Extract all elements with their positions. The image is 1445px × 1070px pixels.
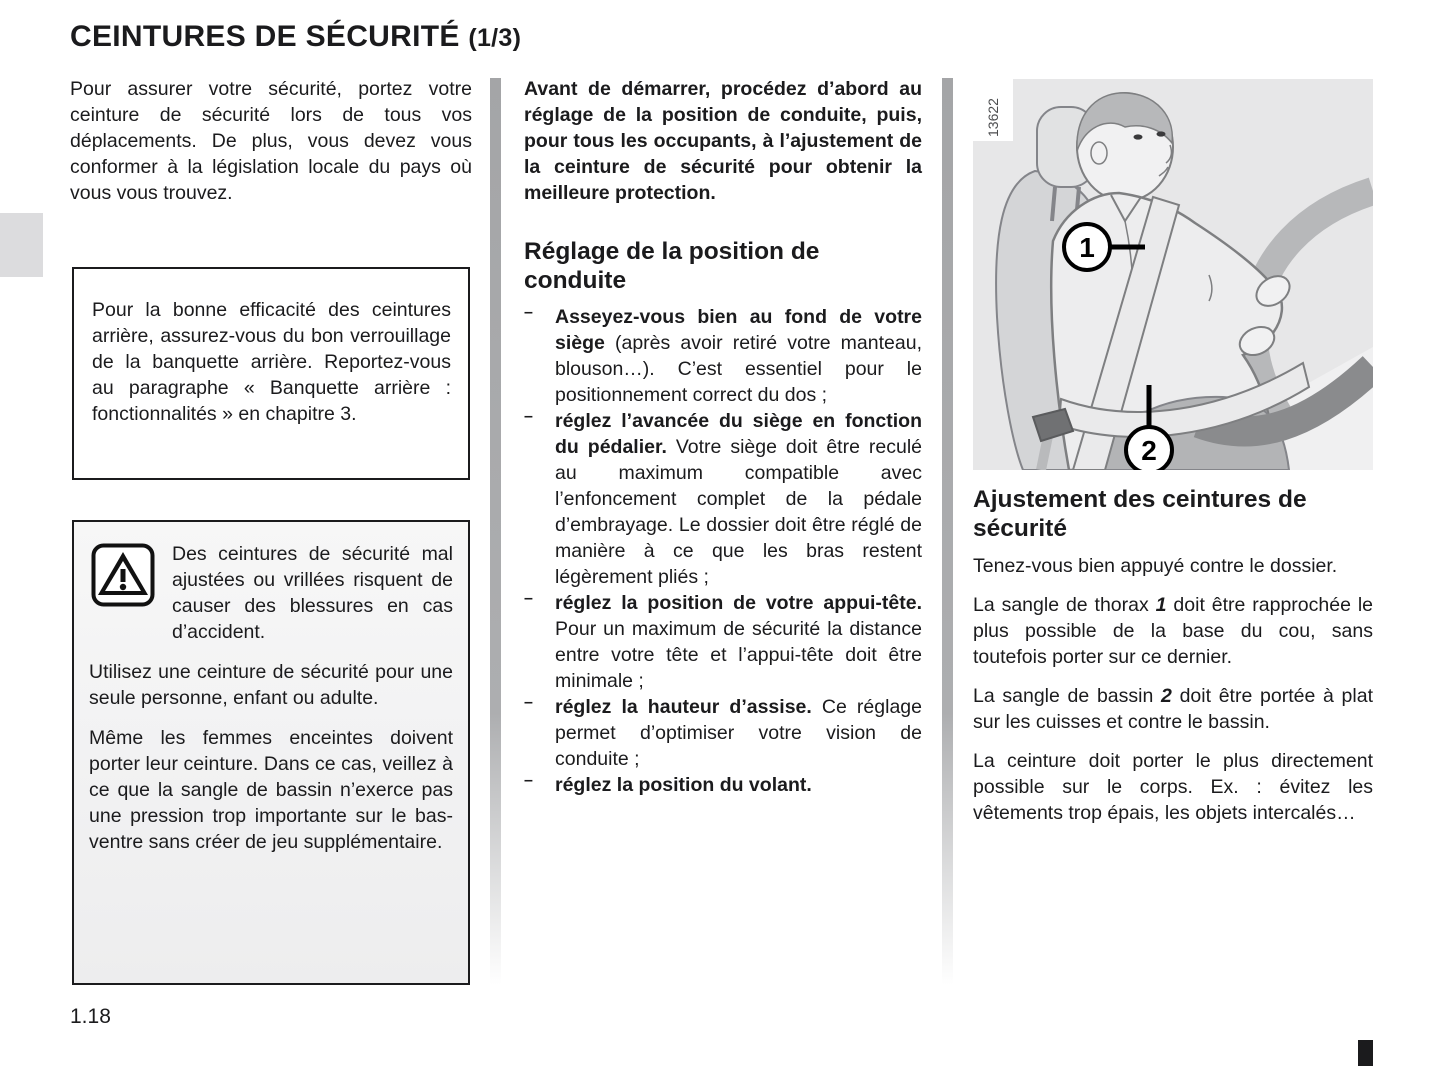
- right-paragraph-4: La ceinture doit porter le plus directement possible sur le corps. Ex. : évitez les vêtements trop épais, les objets intercalés…: [973, 750, 1373, 824]
- list-dash: –: [524, 772, 533, 789]
- list-item: [524, 772, 922, 798]
- list-item: [524, 590, 922, 694]
- list-dash: –: [524, 590, 533, 607]
- right-paragraph-2-text: doit être rapprochée le plus possible de la base du cou, sans toutefois porter sur ce dernier.: [973, 594, 1373, 668]
- list-dash: –: [524, 408, 533, 425]
- seatbelt-illustration: [973, 79, 1373, 470]
- column-divider-left: [490, 78, 501, 985]
- list-dash: –: [524, 304, 533, 321]
- list-item-lead: réglez l’avancée du siège en fonction du pédalier.: [555, 410, 922, 458]
- list-item-text: Ce réglage permet d’optimiser votre vision de conduite ;: [555, 696, 922, 770]
- figure-code: 13622: [985, 98, 1001, 137]
- right-column: [973, 79, 1373, 839]
- list-item-text: Pour un maximum de sécurité la distance entre votre tête et l’appui-tête doit être minimale ;: [555, 618, 922, 692]
- chapter-tab-marker: [0, 213, 43, 277]
- list-dash: –: [524, 694, 533, 711]
- list-item-lead: réglez la position de votre appui-tête.: [555, 592, 922, 614]
- callout-ref-2: 2: [1161, 685, 1172, 707]
- list-item: [524, 304, 922, 408]
- page-title-main: CEINTURES DE SÉCURITÉ: [70, 20, 460, 53]
- list-item: [524, 694, 922, 772]
- list-item-lead: Asseyez-vous bien au fond de votre siège: [555, 306, 922, 354]
- figure-callout-1-label: 1: [1079, 232, 1095, 263]
- note-box-text: Pour la bonne efficacité des ceintures arrière, assurez-vous du bon verrouillage de la banquette arrière. Reportez-vous au paragraphe « Banquette arrière : fonctionnalités » en chapitre 3.: [92, 299, 451, 425]
- middle-column: [524, 76, 922, 798]
- middle-intro-paragraph: Avant de démarrer, procédez d’abord au réglage de la position de conduite, puis, pour tous les occupants, à l’ajustement de la ceinture de sécurité pour obtenir la meilleure protection.: [524, 78, 922, 204]
- right-paragraph-1: Tenez-vous bien appuyé contre le dossier.: [973, 555, 1338, 577]
- warning-paragraph-2: Utilisez une ceinture de sécurité pour une seule personne, enfant ou adulte.: [89, 661, 453, 709]
- right-paragraph-3-text: La sangle de bassin: [973, 685, 1162, 707]
- list-item: [524, 408, 922, 590]
- warning-box: [72, 520, 470, 985]
- list-item-text: Votre siège doit être reculé au maximum compatible avec l’enfoncement complet de la pédale d’embrayage. Le dossier doit être réglé de manière à ce que les bras restent légèrement pliés ;: [555, 436, 922, 588]
- right-paragraph-3-text: doit être portée à plat sur les cuisses et contre le bassin.: [973, 685, 1373, 733]
- section-heading-reglage: Réglage de la position de conduite: [524, 238, 820, 294]
- right-paragraph-3: [973, 683, 1373, 735]
- list-item-lead: réglez la position du volant.: [555, 774, 812, 796]
- list-item-text: (après avoir retiré votre manteau, blouson…). C’est essentiel pour le positionnement correct du dos ;: [555, 332, 922, 406]
- note-box: [72, 267, 470, 480]
- list-item-lead: réglez la hauteur d’assise.: [555, 696, 812, 718]
- section-heading-ajustement: Ajustement des ceintures de sécurité: [973, 486, 1307, 542]
- page-title: [70, 20, 521, 54]
- warning-paragraph-3: Même les femmes enceintes doivent porter leur ceinture. Dans ce cas, veillez à ce que la sangle de bassin n’exerce pas une pression trop importante sur le bas-ventre sans créer de jeu supplémentaire.: [89, 727, 453, 853]
- warning-paragraph-1: Des ceintures de sécurité mal ajustées ou vrillées risquent de causer des blessures en cas d’accident.: [172, 543, 453, 643]
- print-registration-mark: [1358, 1040, 1373, 1066]
- page-title-suffix: (1/3): [468, 24, 522, 52]
- right-paragraph-2-text: La sangle de thorax: [973, 594, 1156, 616]
- warning-triangle-icon: [91, 543, 155, 612]
- callout-ref-1: 1: [1155, 594, 1167, 616]
- page-number: 1.18: [70, 1005, 111, 1028]
- left-intro-paragraph: Pour assurer votre sécurité, portez votre ceinture de sécurité lors de tous vos déplacements. De plus, vous devez vous conformer à la législation locale du pays où vous vous trouvez.: [70, 78, 472, 204]
- right-paragraph-2: [973, 592, 1373, 670]
- figure-callout-2-label: 2: [1141, 435, 1157, 466]
- column-divider-right: [942, 78, 953, 985]
